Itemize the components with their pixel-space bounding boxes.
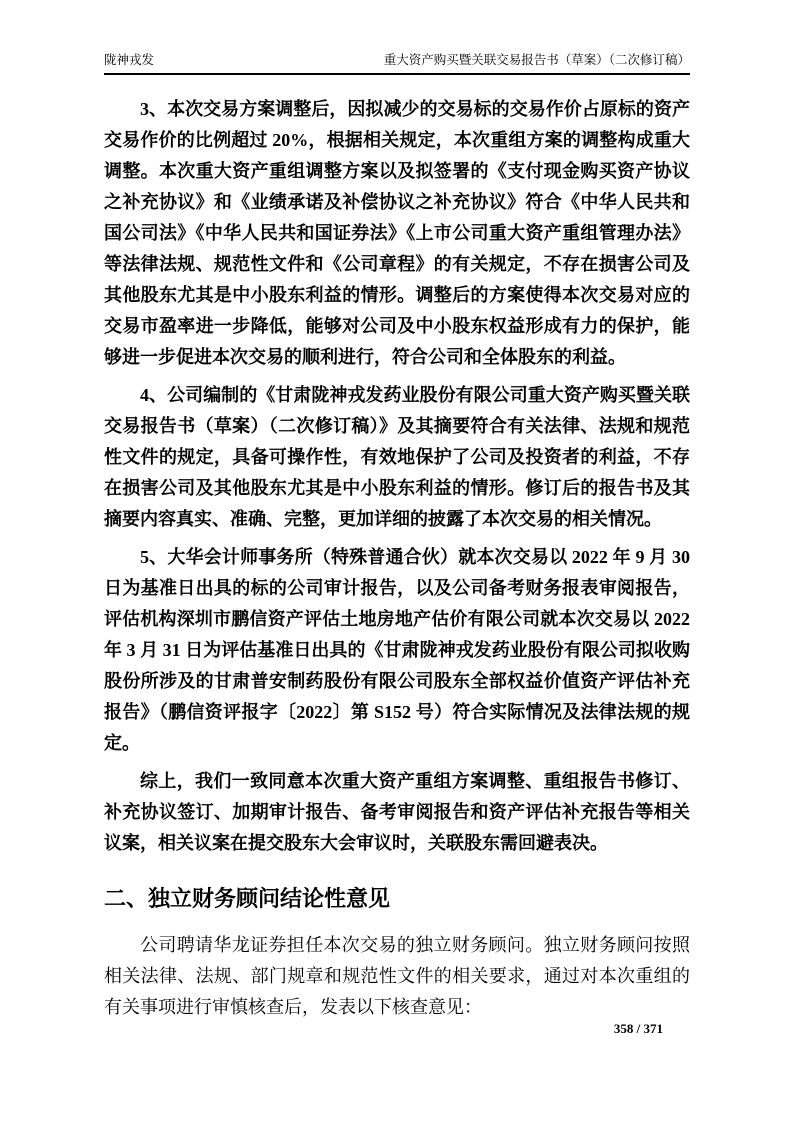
page-body: [104, 94, 690, 1030]
header-company-name: 陇神戎发: [104, 53, 155, 67]
body-paragraph-4: 4、公司编制的《甘肃陇神戎发药业股份有限公司重大资产购买暨关联交易报告书（草案）（二次修订稿）》及其摘要符合有关法律、法规和规范性文件的规定，具备可操作性，有效地保护了公司及投资者的利益，不存在损害公司及其他股东尤其是中小股东利益的情形。修订后的报告书及其摘要内容真实、准确、完整，更加详细的披露了本次交易的相关情况。: [104, 385, 690, 529]
header-report-title: 重大资产购买暨关联交易报告书（草案）（二次修订稿）: [383, 53, 690, 67]
body-paragraph-3: 3、本次交易方案调整后，因拟减少的交易标的交易作价占原标的资产交易作价的比例超过 20%，根据相关规定，本次重组方案的调整构成重大调整。本次重大资产重组调整方案以及拟签署的《支付现金购买资产协议之补充协议》和《业绩承诺及补偿协议之补充协议》符合《中华人民共和国公司法》《中华人民共和国证券法》《上市公司重大资产重组管理办法》等法律法规、规范性文件和《公司章程》的有关规定，不存在损害公司及其他股东尤其是中小股东利益的情形。调整后的方案使得本次交易对应的交易市盈率进一步降低，能够对公司及中小股东权益形成有力的保护，能够进一步促进本次交易的顺利进行，符合公司和全体股东的利益。: [104, 99, 690, 367]
section-heading: 二、独立财务顾问结论性意见: [104, 886, 391, 911]
body-paragraph-5: 5、大华会计师事务所（特殊普通合伙）就本次交易以 2022 年 9 月 30 日为基准日出具的标的公司审计报告，以及公司备考财务报表审阅报告，评估机构深圳市鹏信资产评估土地房地产估价有限公司就本次交易以 2022 年 3 月 31 日为评估基准日出具的《甘肃陇神戎发药业股份有限公司拟收购股份所涉及的甘肃普安制药股份有限公司股东全部权益价值资产评估补充报告》（鹏信资评报字〔2022〕第 S152 号）符合实际情况及法律法规的规定。: [104, 547, 690, 753]
page-number: 358 / 371: [613, 1021, 663, 1036]
body-paragraph-summary: 综上，我们一致同意本次重大资产重组方案调整、重组报告书修订、补充协议签订、加期审计报告、备考审阅报告和资产评估补充报告等相关议案，相关议案在提交股东大会审议时，关联股东需回避表决。: [104, 771, 690, 853]
section-intro-paragraph: 公司聘请华龙证券担任本次交易的独立财务顾问。独立财务顾问按照相关法律、法规、部门规章和规范性文件的相关要求，通过对本次重组的有关事项进行审慎核查后，发表以下核查意见：: [104, 935, 690, 1017]
page-header: [104, 52, 690, 75]
